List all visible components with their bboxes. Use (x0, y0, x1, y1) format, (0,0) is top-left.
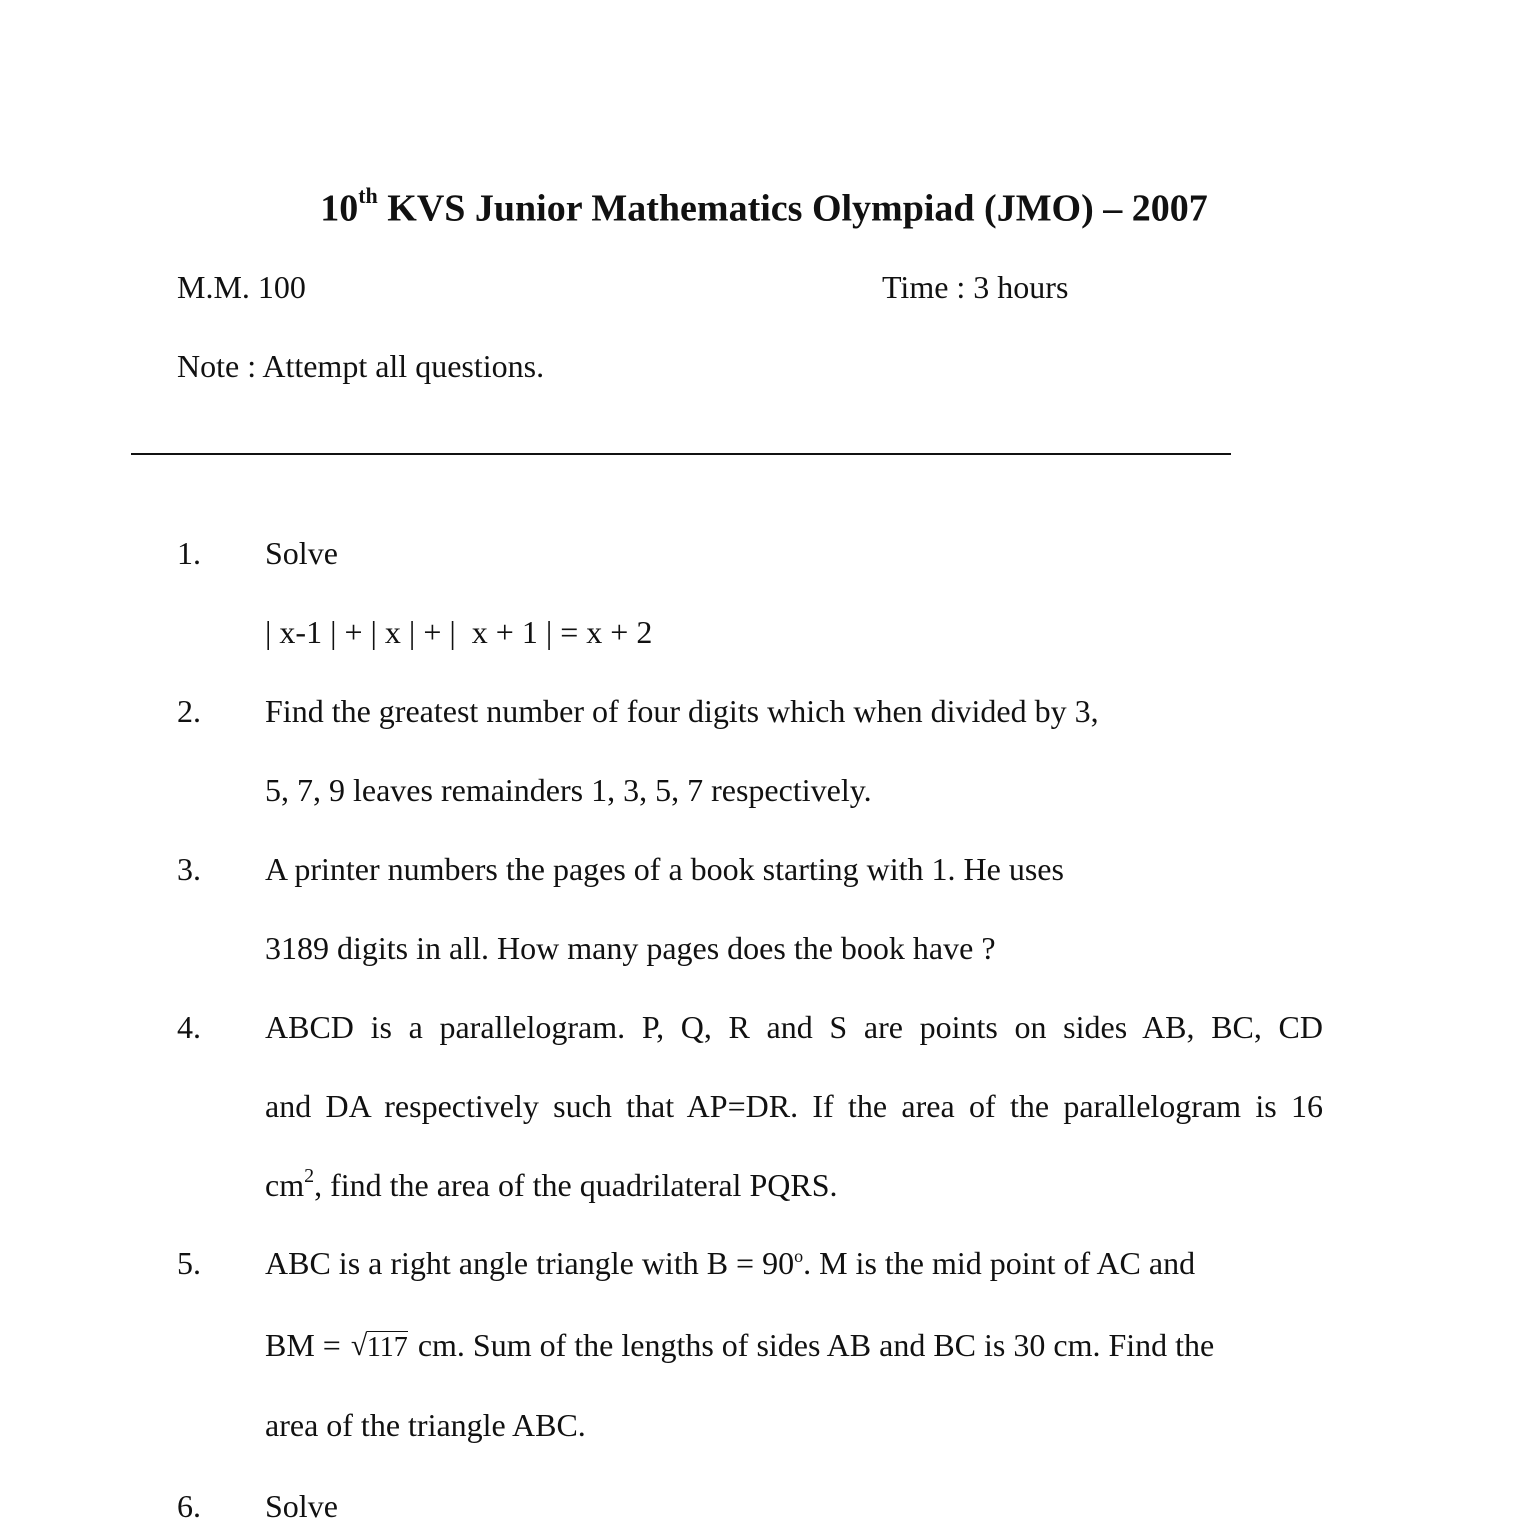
question-text: 5, 7, 9 leaves remainders 1, 3, 5, 7 respectively. (265, 772, 872, 808)
question-text: Solve (265, 1488, 338, 1524)
unit-cm: cm (265, 1167, 305, 1203)
question-text: ABCD is a parallelogram. P, Q, R and S are points on sides AB, BC, CD (265, 1009, 1323, 1045)
question-text: and DA respectively such that AP=DR. If the area of the parallelogram is 16 (265, 1088, 1323, 1124)
question-text-tail: , find the area of the quadrilateral PQRS. (314, 1167, 838, 1203)
question-text: A printer numbers the pages of a book starting with 1. He uses (265, 851, 1064, 887)
question-number: 1. (177, 535, 201, 571)
square-root (351, 1328, 408, 1368)
radicand: 117 (366, 1332, 408, 1363)
question-equation: | x-1 | + | x | + | x + 1 | = x + 2 (265, 614, 653, 650)
q5-line1-start: ABC is a right angle triangle with B = 90 (265, 1245, 795, 1281)
note-text: Note : Attempt all questions. (177, 348, 545, 384)
superscript-2: 2 (304, 1165, 315, 1187)
q5-bm-label: BM = (265, 1327, 341, 1363)
title-text: KVS Junior Mathematics Olympiad (JMO) – 2007 (377, 187, 1208, 230)
cutoff-region (0, 1486, 1500, 1524)
question-text: Find the greatest number of four digits which when divided by 3, (265, 693, 1099, 729)
question-number: 4. (177, 1009, 201, 1045)
question-text (265, 1165, 837, 1210)
title-number: 10 (320, 187, 359, 230)
q5-line2-end: cm. Sum of the lengths of sides AB and BC is 30 cm. Find the (417, 1327, 1215, 1363)
question-text: 3189 digits in all. How many pages does the book have ? (265, 930, 996, 966)
question-text: Solve (265, 535, 338, 571)
header-divider (131, 453, 1231, 455)
degree-symbol: o (794, 1246, 804, 1266)
question-number: 5. (177, 1245, 201, 1281)
page-title (0, 172, 1528, 237)
question-text: area of the triangle ABC. (265, 1407, 586, 1443)
question-number: 3. (177, 851, 201, 887)
max-marks: M.M. 100 (177, 269, 306, 305)
question-number: 6. (177, 1488, 201, 1524)
question-number: 2. (177, 693, 201, 729)
question-text (265, 1325, 1323, 1368)
title-ordinal: th (358, 183, 378, 208)
q5-line1-end: . M is the mid point of AC and (803, 1245, 1196, 1281)
question-text (265, 1243, 1323, 1288)
time-allowed: Time : 3 hours (882, 269, 1069, 305)
